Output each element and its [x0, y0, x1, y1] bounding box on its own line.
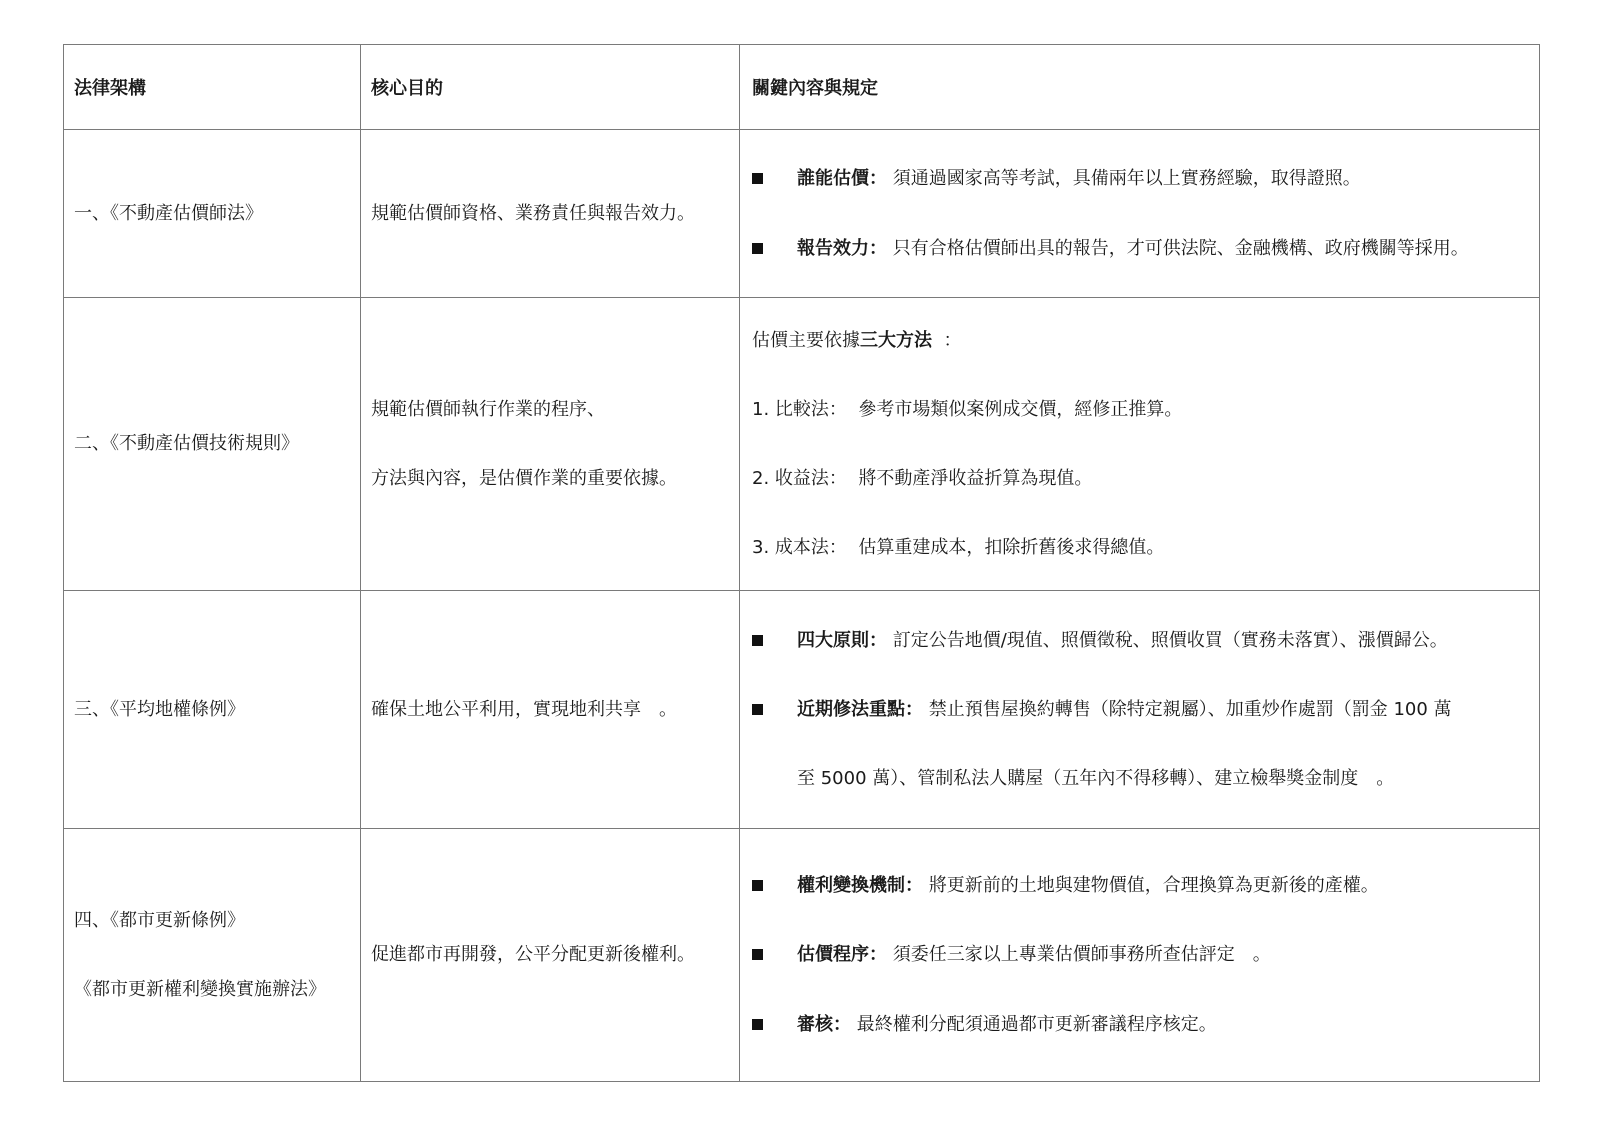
list-item	[752, 236, 1533, 261]
purpose-cell	[361, 130, 740, 298]
table-row	[64, 829, 1540, 1082]
item-text: 將更新前的土地與建物價值，合理換算為更新後的產權。	[928, 875, 1379, 897]
purpose-cell	[361, 591, 740, 829]
purpose-text: 促進都市再開發，公平分配更新後權利。	[371, 944, 695, 966]
list-item: 2. 收益法： 將不動產淨收益折算為現值。	[752, 468, 1093, 489]
item-text: 參考市場類似案例成交價，經修正推算。	[858, 398, 1183, 420]
framework-name: 二、《不動產估價技術規則》	[74, 433, 299, 455]
item-label: 近期修法重點：	[797, 698, 923, 720]
item-text: 只有合格估價師出具的報告，才可供法院、金融機構、政府機關等採用。	[892, 237, 1469, 259]
list-item: 1. 比較法： 參考市場類似案例成交價，經修正推算。	[752, 398, 1183, 420]
framework-name: 四、《都市更新條例》	[74, 909, 245, 931]
square-bullet-icon	[752, 949, 763, 960]
purpose-text: 規範估價師執行作業的程序、	[371, 398, 605, 420]
item-text: 訂定公告地價/現值、照價徵稅、照價收買（實務未落實）、漲價歸公。	[892, 629, 1448, 651]
framework-name: 三、《平均地權條例》	[74, 698, 245, 720]
list-item	[752, 697, 1533, 722]
content-cell	[740, 591, 1540, 829]
square-bullet-icon	[752, 704, 763, 715]
header-purpose: 核心目的	[361, 45, 740, 130]
purpose-cell	[361, 298, 740, 591]
square-bullet-icon	[752, 1019, 763, 1030]
legal-framework-table	[63, 44, 1540, 1082]
content-cell	[740, 130, 1540, 298]
square-bullet-icon	[752, 880, 763, 891]
item-label: 四大原則：	[797, 629, 887, 651]
item-text: 須委任三家以上專業估價師事務所查估評定 。	[892, 944, 1271, 966]
list-item	[752, 1012, 1533, 1037]
table-row	[64, 130, 1540, 298]
item-text: 最終權利分配須通過都市更新審議程序核定。	[856, 1013, 1217, 1035]
purpose-text: 確保土地公平利用，實現地利共享 。	[371, 698, 677, 720]
header-row	[64, 45, 1540, 130]
list-item	[752, 873, 1533, 898]
item-label: 審核：	[797, 1013, 851, 1035]
item-text: 將不動產淨收益折算為現值。	[858, 468, 1093, 489]
framework-cell	[64, 829, 361, 1082]
table-row	[64, 298, 1540, 591]
list-item	[752, 628, 1533, 653]
item-label: 估價程序：	[797, 944, 887, 966]
purpose-text: 規範估價師資格、業務責任與報告效力。	[371, 202, 695, 224]
list-item: 3. 成本法： 估算重建成本，扣除折舊後求得總值。	[752, 537, 1165, 559]
list-item	[752, 942, 1533, 967]
content-cell	[740, 298, 1540, 591]
header-framework: 法律架構	[64, 45, 361, 130]
document-page	[63, 44, 1540, 1082]
square-bullet-icon	[752, 243, 763, 254]
table-row	[64, 591, 1540, 829]
item-continuation: 至 5000 萬）、管制私法人購屋（五年內不得移轉）、建立檢舉獎金制度 。	[797, 768, 1395, 790]
purpose-cell	[361, 829, 740, 1082]
header-content: 關鍵內容與規定	[740, 45, 1540, 130]
purpose-text: 方法與內容，是估價作業的重要依據。	[371, 468, 677, 489]
square-bullet-icon	[752, 635, 763, 646]
framework-name: 《都市更新權利變換實施辦法》	[74, 979, 326, 1000]
item-label: 比較法：	[774, 398, 847, 420]
item-text: 禁止預售屋換約轉售（除特定親屬）、加重炒作處罰（罰金 100 萬	[928, 698, 1452, 720]
square-bullet-icon	[752, 173, 763, 184]
framework-cell	[64, 591, 361, 829]
framework-name: 一、《不動產估價師法》	[74, 202, 263, 224]
framework-cell	[64, 298, 361, 591]
item-label: 誰能估價：	[797, 168, 887, 190]
framework-cell	[64, 130, 361, 298]
list-item	[752, 166, 1533, 191]
item-label: 成本法：	[774, 537, 847, 559]
item-text: 估算重建成本，扣除折舊後求得總值。	[858, 537, 1165, 559]
methods-intro: 估價主要依據三大方法 ：	[752, 329, 962, 351]
content-cell	[740, 829, 1540, 1082]
item-text: 須通過國家高等考試，具備兩年以上實務經驗，取得證照。	[892, 168, 1361, 190]
item-label: 收益法：	[774, 468, 847, 489]
item-label: 權利變換機制：	[797, 875, 923, 897]
item-label: 報告效力：	[797, 237, 887, 259]
